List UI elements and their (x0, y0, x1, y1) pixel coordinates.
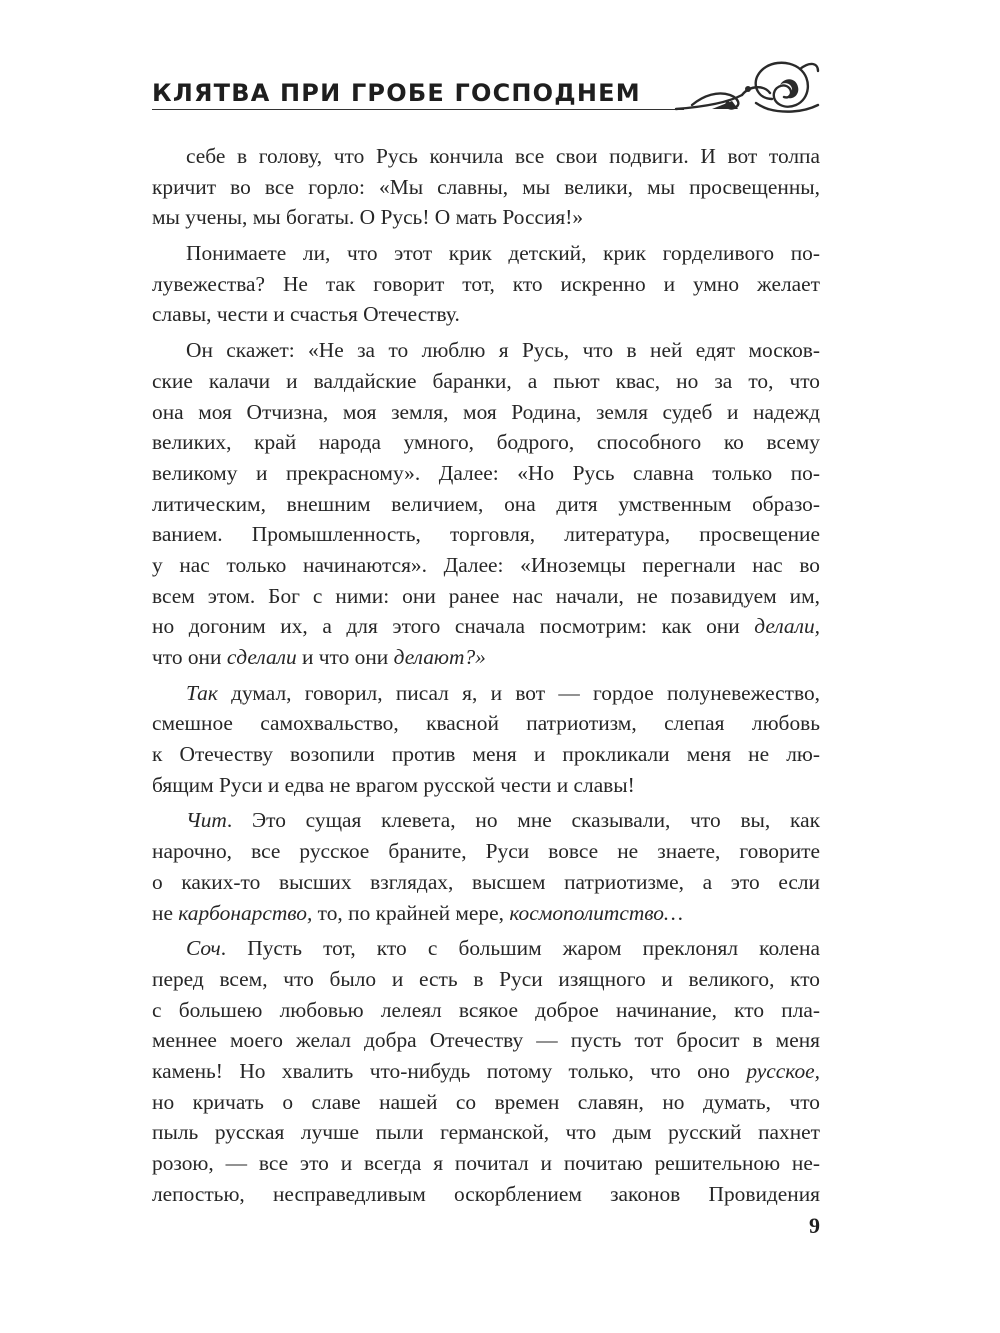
italic-run: Так (186, 680, 218, 705)
text-run: кричит во все горло: «Мы славны, мы велики, мы просвещенны, (152, 174, 820, 199)
text-run: всем этом. Бог с ними: они ранее нас начали, не позавидуем им, (152, 583, 820, 608)
text-line (152, 867, 820, 898)
text-line (152, 427, 820, 458)
text-run: . Пусть тот, кто с большим жаром преклонял колена (220, 936, 820, 961)
paragraph (152, 805, 820, 928)
text-line (152, 1179, 820, 1210)
italic-run: космополитство… (509, 900, 684, 925)
paragraph (152, 933, 820, 1209)
text-run: с большею любовью лелеял всякое доброе начинание, кто пла- (152, 997, 820, 1022)
text-line (152, 933, 820, 964)
text-run: себе в голову, что Русь кончила все свои подвиги. И вот толпа (186, 144, 820, 168)
text-run: великих, край народа умного, бодрого, способного ко всему (152, 430, 820, 455)
text-run: Понимаете ли, что этот крик детский, крик горделивого по- (186, 241, 820, 266)
text-run: великому и прекрасному». Далее: «Но Русь славна только по- (152, 460, 820, 485)
text-run: лепостью, несправедливым оскорблением законов Провидения (152, 1181, 820, 1206)
text-line (152, 708, 820, 739)
text-run: перед всем, что было и есть в Руси изящного и великого, кто (152, 966, 820, 991)
text-run: она моя Отчизна, моя земля, моя Родина, земля судеб и надежд (152, 399, 820, 424)
text-line (152, 770, 820, 801)
italic-run: карбонарство, (178, 900, 313, 925)
text-run: камень! Но хвалить что-нибудь потому только, что оно (152, 1058, 747, 1083)
text-line (152, 581, 820, 612)
text-line (152, 1117, 820, 1148)
text-line (152, 519, 820, 550)
text-run: что они (152, 645, 227, 669)
text-line (152, 611, 820, 642)
text-run: думал, говорил, писал я, и вот — гордое полуневежество, (217, 680, 820, 705)
text-line (152, 964, 820, 995)
text-line (152, 1148, 820, 1179)
text-run: но догоним их, а для этого сначала посмотрим: как они (152, 614, 755, 639)
text-line (152, 141, 820, 172)
text-run: мы учены, мы богаты. О Русь! О мать Россия!» (152, 205, 584, 230)
italic-run: Чит (186, 808, 227, 833)
text-run: то, по крайней мере, (312, 900, 510, 925)
text-run: пыль русская лучше пыли германской, что дым русский пахнет (152, 1120, 820, 1145)
italic-run: сделали (226, 645, 297, 669)
page-number: 9 (809, 1213, 820, 1238)
text-line (152, 489, 820, 520)
text-run: смешное самохвальство, квасной патриотизм, слепая любовь (152, 711, 820, 736)
text-line (152, 238, 820, 269)
text-run: бящим Руси и едва не врагом русской чести и славы! (152, 772, 635, 797)
text-line (152, 269, 820, 300)
running-title: КЛЯТВА ПРИ ГРОБЕ ГОСПОДНЕМ (152, 79, 641, 107)
text-run: розою, — все это и всегда я почитал и почитаю решительною не- (152, 1151, 820, 1175)
text-line (152, 335, 820, 366)
text-run: о каких-то высших взглядах, высшем патриотизме, а это если (152, 869, 820, 894)
text-run: у нас только начинаются». Далее: «Иноземцы перегнали нас во (152, 552, 820, 577)
text-run: ванием. Промышленность, торговля, литература, просвещение (152, 522, 820, 547)
text-run: ские калачи и валдайские баранки, а пьют квас, но за то, что (152, 368, 820, 393)
text-line (152, 202, 820, 233)
text-line (152, 1087, 820, 1118)
text-line (152, 995, 820, 1026)
text-line (152, 836, 820, 867)
text-line (152, 898, 820, 929)
text-run: . Это сущая клевета, но мне сказывали, что вы, как (226, 808, 820, 833)
text-run: и что они (296, 645, 394, 669)
paragraph (152, 141, 820, 233)
paragraph (152, 335, 820, 673)
text-line (152, 678, 820, 709)
text-run: но кричать о славе нашей со времен славян, но думать, что (152, 1089, 820, 1114)
text-line (152, 642, 820, 673)
italic-run: делали, (754, 614, 820, 639)
header-rule (152, 109, 684, 110)
text-run: к Отечеству возопили против меня и прокликали меня не лю- (152, 742, 820, 767)
text-line (152, 299, 820, 330)
text-line (152, 172, 820, 203)
text-run: нарочно, все русское браните, Руси вовсе не знаете, говорите (152, 839, 820, 864)
text-line (152, 366, 820, 397)
ornament-scroll-icon (672, 55, 822, 119)
body-text (152, 141, 820, 1209)
text-run: не (152, 900, 179, 925)
paragraph (152, 678, 820, 801)
text-line (152, 458, 820, 489)
text-line (152, 805, 820, 836)
italic-run: Соч (186, 936, 221, 961)
text-line (152, 550, 820, 581)
text-line (152, 1025, 820, 1056)
text-line (152, 397, 820, 428)
running-header (152, 55, 822, 119)
text-line (152, 1056, 820, 1087)
text-run: Он скажет: «Не за то люблю я Русь, что в ней едят москов- (186, 338, 820, 363)
paragraph (152, 238, 820, 330)
italic-run: делают?» (393, 645, 486, 669)
text-run: лувежества? Не так говорит тот, кто искренно и умно желает (152, 271, 820, 296)
italic-run: русское, (746, 1058, 820, 1083)
text-run: славы, чести и счастья Отечеству. (152, 302, 460, 327)
text-run: меннее моего желал добра Отечеству — пусть тот бросит в меня (152, 1028, 820, 1053)
text-run: литическим, внешним величием, она дитя умственным образо- (152, 491, 820, 516)
text-line (152, 739, 820, 770)
